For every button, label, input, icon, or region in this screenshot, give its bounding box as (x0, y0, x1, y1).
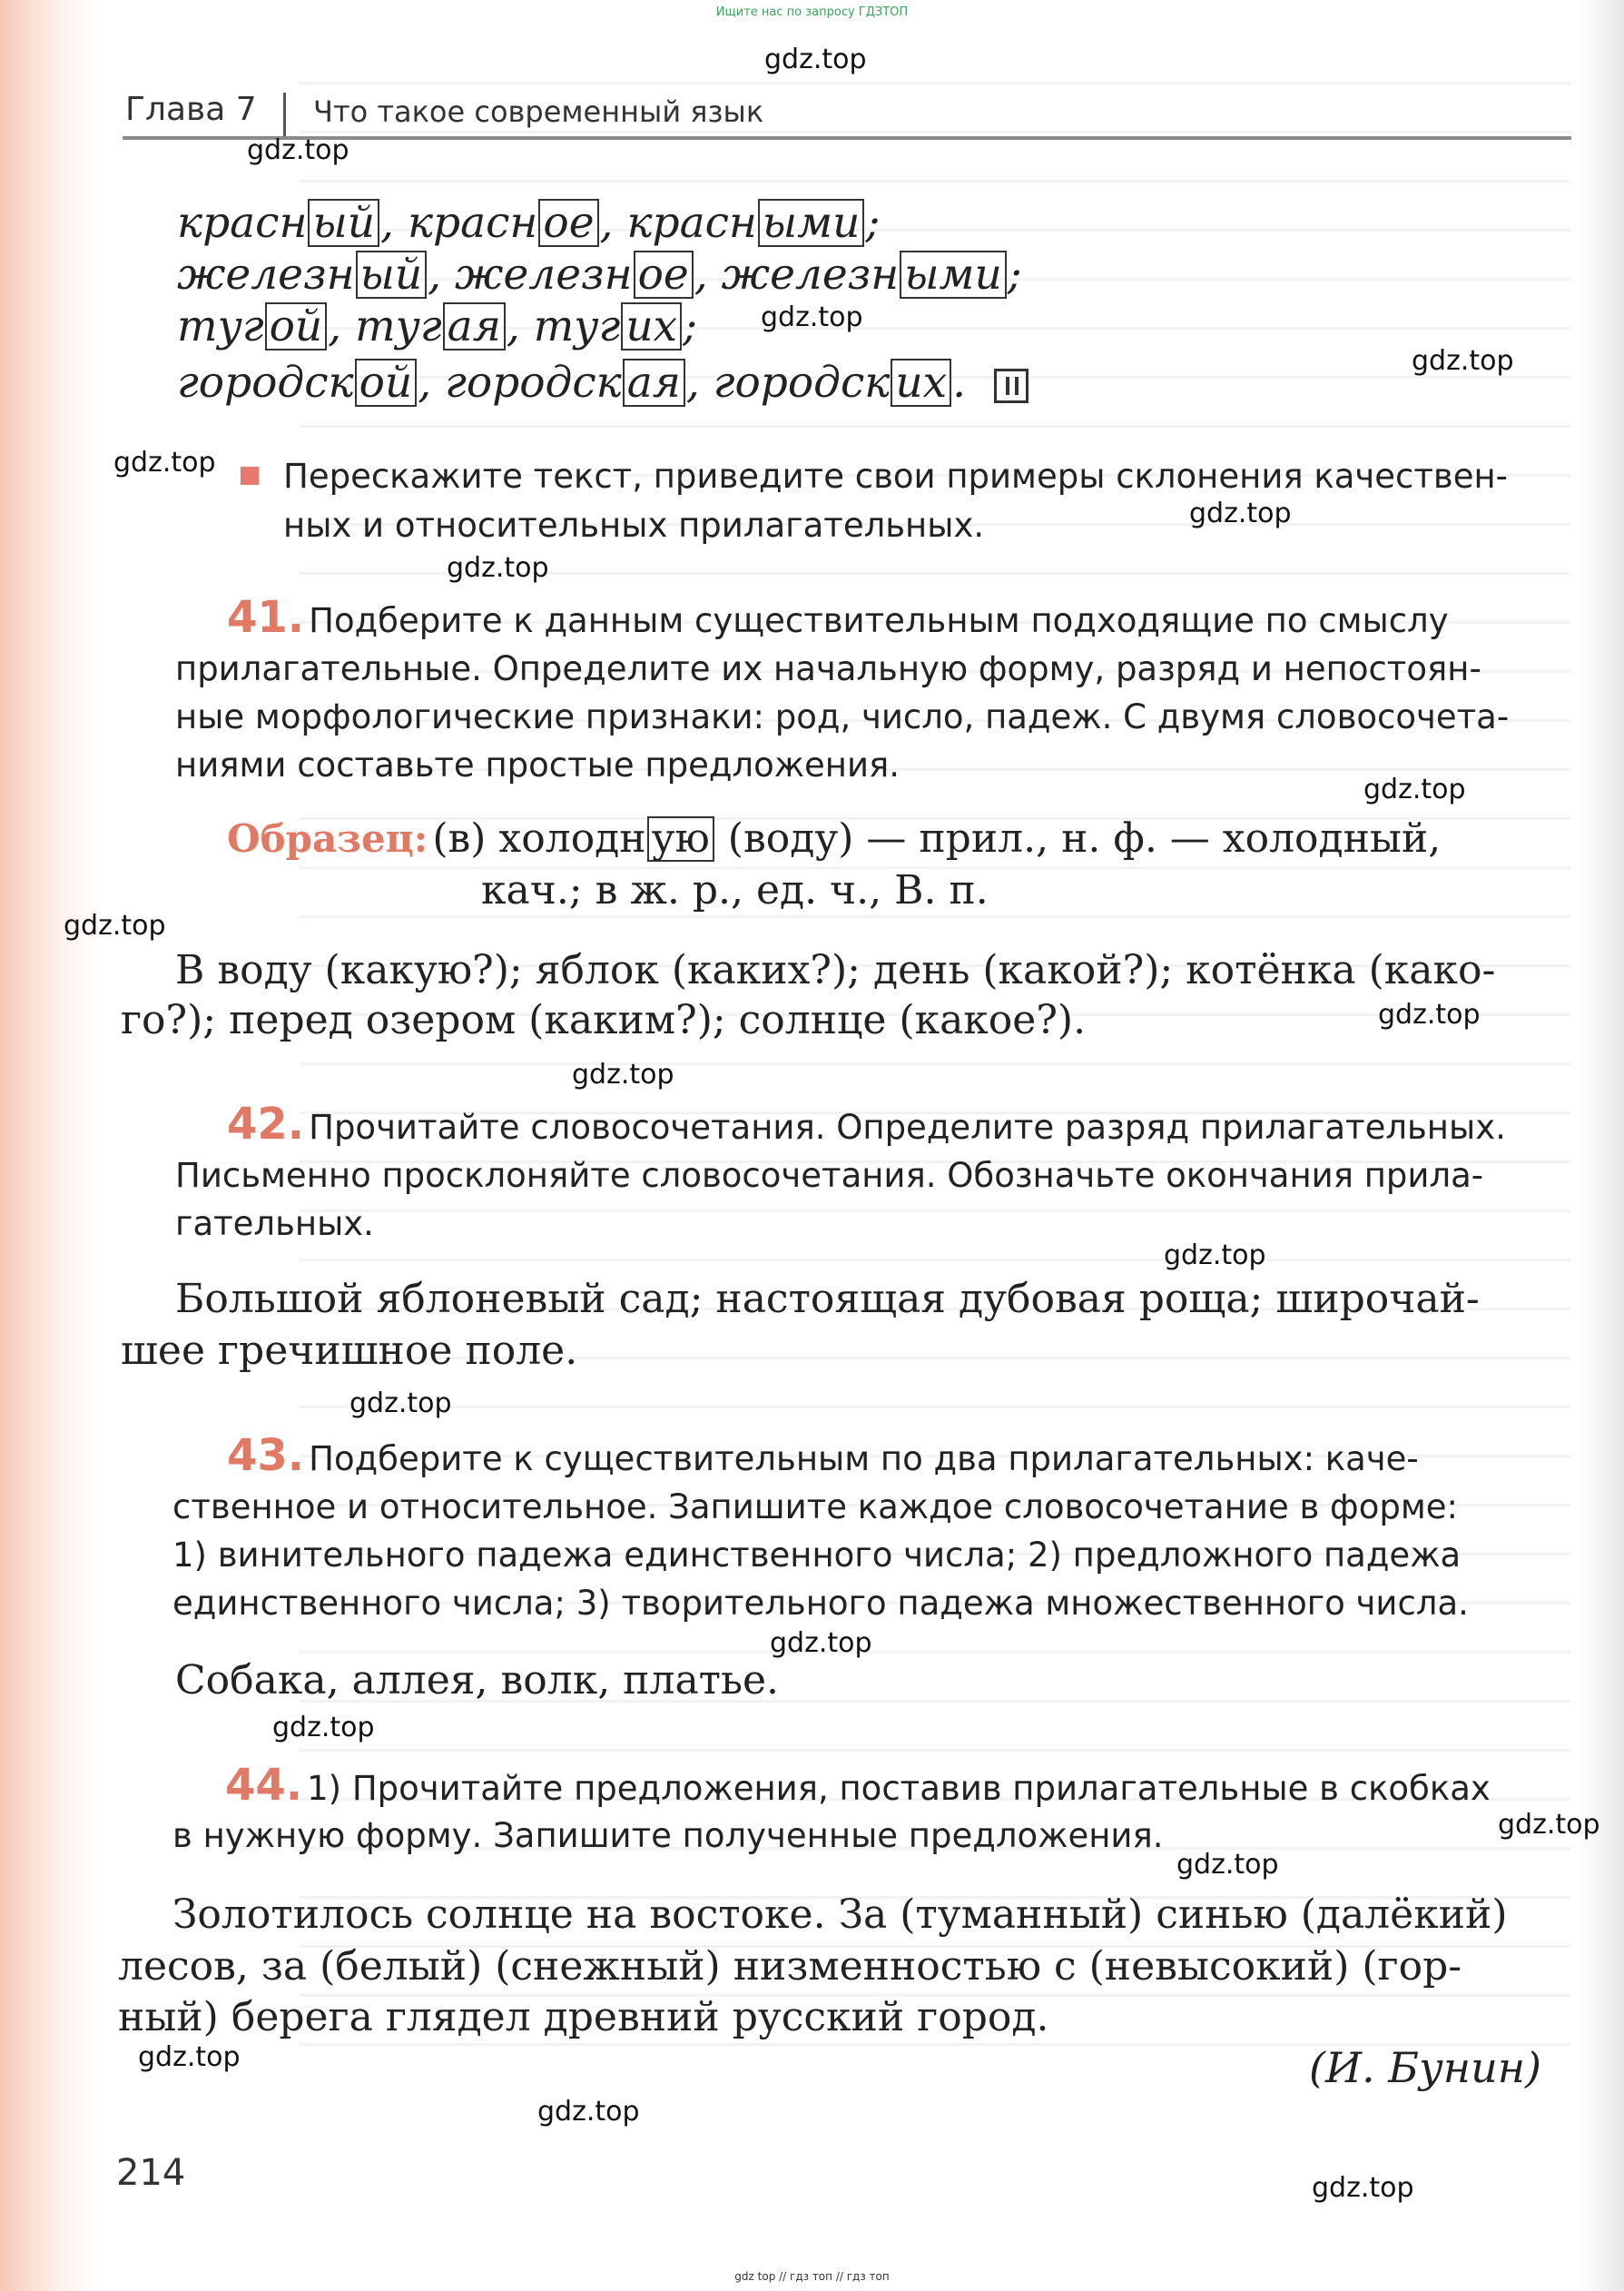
task-44-text-line-2: лесов, за (белый) (снежный) низменностью с (невысокий) (гор- (118, 1943, 1462, 1990)
retell-line-2: ных и относительных прилагательных. (283, 506, 985, 545)
example-line-1: Образец: (в) холодн ую (воду) — прил., н. ф. — холодный, (227, 815, 1442, 862)
watermark: gdz.top (537, 2096, 640, 2128)
task-41-line-3: ные морфологические признаки: род, число, падеж. С двумя словосочета- (175, 697, 1510, 736)
task-42-line-1: 42. Прочитайте словосочетания. Определите разряд прилагательных. (227, 1099, 1506, 1150)
task-41-line-2: прилагательные. Определите их начальную форму, разряд и непостоян- (175, 649, 1481, 688)
watermark: gdz.top (764, 44, 867, 75)
watermark: gdz.top (1176, 1849, 1279, 1881)
watermark: gdz.top (1498, 1809, 1600, 1841)
task-41-words-line-2: го?); перед озером (каким?); солнце (какое?). (121, 997, 1087, 1043)
task-42-text-line-1: Большой яблоневый сад; настоящая дубовая роща; широчай- (175, 1276, 1480, 1322)
task-44-line-1: 44. 1) Прочитайте предложения, поставив прилагательные в скобках (225, 1760, 1491, 1811)
task-number: 43. (227, 1430, 305, 1481)
watermark: gdz.top (1164, 1239, 1266, 1271)
task-number: 44. (225, 1760, 303, 1811)
task-number: 42. (227, 1099, 305, 1150)
chapter-label: Глава 7 (125, 91, 257, 128)
watermark: gdz.top (1378, 999, 1481, 1031)
watermark: gdz.top (349, 1387, 452, 1419)
watermark: gdz.top (272, 1712, 375, 1743)
watermark: gdz.top (113, 447, 216, 479)
watermark: gdz.top (761, 301, 863, 333)
task-42-line-3: гательных. (175, 1204, 374, 1243)
watermark: gdz.top (1312, 2172, 1414, 2204)
task-44-text-line-3: ный) берега глядел древний русский город. (118, 1994, 1049, 2040)
task-41-line-4: ниями составьте простые предложения. (175, 746, 901, 785)
declension-line-4: городск ой , городск ая , городск их . (177, 358, 1029, 408)
task-43-line-2: ственное и относительное. Запишите каждое словосочетание в форме: (172, 1487, 1458, 1526)
chapter-title: Что такое современный язык (313, 94, 764, 129)
task-43-line-3: 1) винительного падежа единственного числа; 2) предложного падежа (172, 1536, 1462, 1575)
declension-line-1: красн ый , красн ое , красн ыми ; (177, 198, 881, 248)
example-label: Образец: (227, 816, 428, 861)
bullet-square-icon (241, 467, 259, 485)
watermark: gdz.top (770, 1627, 872, 1659)
watermark: gdz.top (1363, 774, 1466, 805)
watermark: gdz.top (247, 134, 349, 166)
watermark: gdz.top (138, 2041, 241, 2073)
top-watermark-note: Ищите нас по запросу ГДЗТОП (715, 5, 909, 19)
watermark: gdz.top (1412, 345, 1514, 377)
watermark: gdz.top (572, 1059, 674, 1091)
task-41-line-1: 41. Подберите к данным существительным подходящие по смыслу (227, 592, 1449, 643)
retell-line-1: Перескажите текст, приведите свои примеры склонения качествен- (283, 457, 1509, 496)
task-43-line-4: единственного числа; 3) творительного падежа множественного числа. (172, 1584, 1469, 1623)
example-line-2: кач.; в ж. р., ед. ч., В. п. (481, 867, 989, 913)
watermark: gdz.top (64, 910, 166, 942)
watermark: gdz.top (1189, 498, 1292, 529)
task-43-line-1: 43. Подберите к существительным по два прилагательных: каче- (227, 1430, 1419, 1481)
task-41-words-line-1: В воду (какую?); яблок (каких?); день (какой?); котёнка (како- (175, 947, 1496, 993)
task-43-words: Собака, аллея, волк, платье. (175, 1657, 780, 1703)
task-42-text-line-2: шее гречишное поле. (121, 1328, 578, 1374)
task-44-line-2: в нужную форму. Запишите полученные предложения. (172, 1816, 1164, 1855)
quote-author: (И. Бунин) (1309, 2043, 1541, 2092)
watermark: gdz.top (447, 552, 549, 584)
declension-line-2: железн ый , железн ое , железн ыми ; (177, 250, 1022, 300)
bottom-watermark-note: gdz top // гдз топ // гдз топ (734, 2270, 890, 2283)
header-divider (283, 93, 286, 138)
written-task-icon (994, 369, 1029, 403)
declension-line-3: туг ой , туг ая , туг их ; (177, 301, 697, 351)
task-44-text-line-1: Золотилось солнце на востоке. За (туманный) синью (далёкий) (172, 1891, 1508, 1938)
page-number: 214 (116, 2152, 186, 2194)
task-number: 41. (227, 592, 305, 643)
task-42-line-2: Письменно просклоняйте словосочетания. Обозначьте окончания прила- (175, 1156, 1484, 1195)
